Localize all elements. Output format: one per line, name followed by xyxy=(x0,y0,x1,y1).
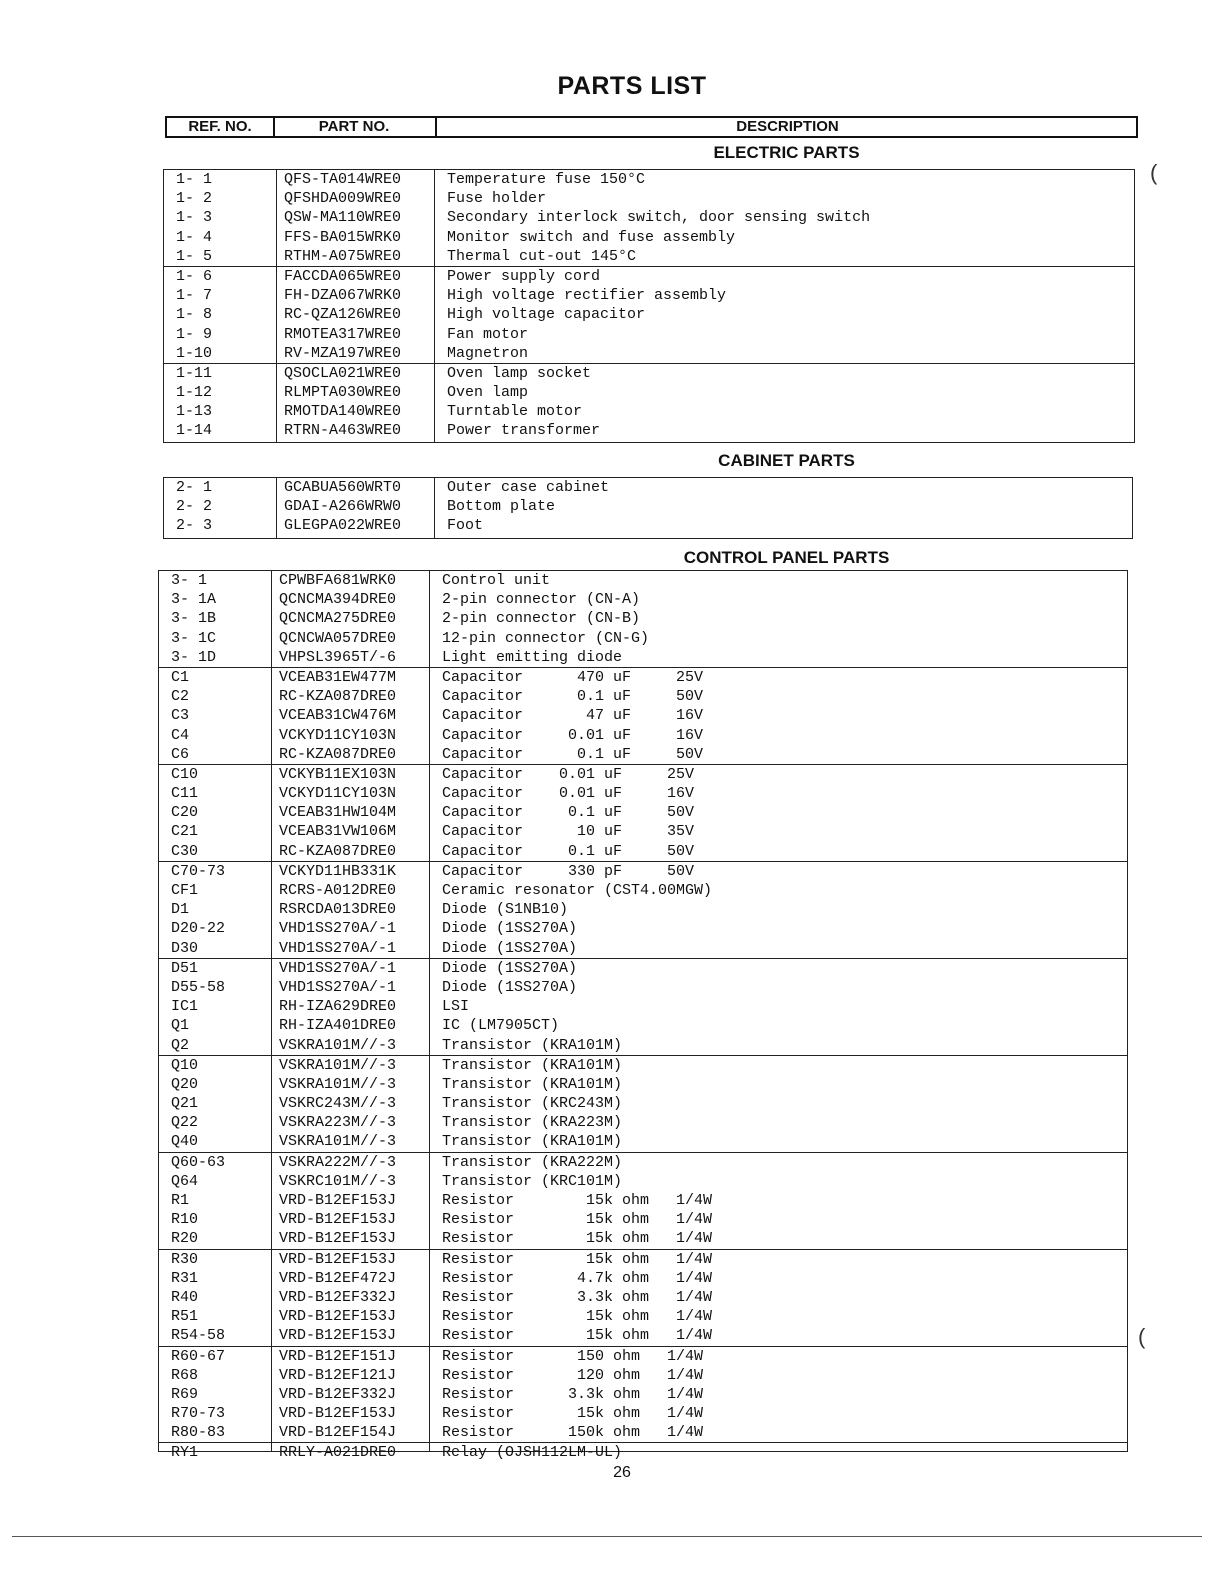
description-cell: IC (LM7905CT) xyxy=(442,1017,560,1035)
description-cell: Diode (1SS270A) xyxy=(442,978,578,996)
part-no-cell: VSKRA101M//-3 xyxy=(279,1036,397,1054)
description-cell: Capacitor 0.01 uF 25V xyxy=(442,765,695,783)
table-row xyxy=(159,609,1127,628)
part-no-cell: QSOCLA021WRE0 xyxy=(284,364,402,382)
table-row xyxy=(159,667,1127,687)
part-no-cell: QSW-MA110WRE0 xyxy=(284,209,402,227)
ref-no-cell: Q2 xyxy=(171,1036,190,1054)
table-row xyxy=(159,919,1127,938)
ref-no-cell: D30 xyxy=(171,939,199,957)
part-no-cell: VRD-B12EF153J xyxy=(279,1250,397,1268)
part-no-cell: VSKRA101M//-3 xyxy=(279,1133,397,1151)
section-title-cabinet: CABINET PARTS xyxy=(718,451,855,470)
part-no-cell: VCEAB31CW476M xyxy=(279,707,397,725)
table-row xyxy=(159,997,1127,1016)
table-row xyxy=(164,208,1134,227)
part-no-cell: RSRCDA013DRE0 xyxy=(279,901,397,919)
description-cell: Thermal cut-out 145°C xyxy=(447,247,637,265)
description-cell: Resistor 15k ohm 1/4W xyxy=(442,1250,713,1268)
description-cell: Power supply cord xyxy=(447,267,601,285)
ref-no-cell: Q20 xyxy=(171,1075,199,1093)
table-row xyxy=(159,1152,1127,1172)
table-row xyxy=(159,1036,1127,1055)
ref-no-cell: D1 xyxy=(171,901,190,919)
part-no-cell: VRD-B12EF153J xyxy=(279,1308,397,1326)
table-row xyxy=(159,706,1127,725)
part-no-cell: RC-KZA087DRE0 xyxy=(279,842,397,860)
description-cell: Control unit xyxy=(442,572,551,589)
ref-no-cell: C21 xyxy=(171,823,199,841)
ref-no-cell: C30 xyxy=(171,842,199,860)
part-no-cell: QCNCWA057DRE0 xyxy=(279,629,397,647)
part-no-cell: QFS-TA014WRE0 xyxy=(284,171,402,188)
table-row xyxy=(159,1404,1127,1423)
ref-no-cell: R80-83 xyxy=(171,1424,226,1442)
ref-no-header: REF. NO. xyxy=(167,118,275,136)
ref-no-cell: 2- 3 xyxy=(176,517,213,535)
description-cell: Resistor 150k ohm 1/4W xyxy=(442,1424,704,1442)
description-cell: Capacitor 0.1 uF 50V xyxy=(442,804,695,822)
ref-no-cell: 1-13 xyxy=(176,403,213,421)
ref-no-cell: C2 xyxy=(171,688,190,706)
table-row xyxy=(159,1229,1127,1248)
page-title: PARTS LIST xyxy=(557,72,707,100)
description-cell: Resistor 120 ohm 1/4W xyxy=(442,1366,704,1384)
table-row xyxy=(164,421,1134,440)
part-no-cell: VSKRA223M//-3 xyxy=(279,1114,397,1132)
ref-no-cell: C10 xyxy=(171,765,199,783)
table-row xyxy=(159,726,1127,745)
description-cell: Transistor (KRA223M) xyxy=(442,1114,623,1132)
description-cell: Resistor 15k ohm 1/4W xyxy=(442,1230,713,1248)
description-cell: Capacitor 0.01 uF 16V xyxy=(442,726,704,744)
ref-no-cell: C3 xyxy=(171,707,190,725)
description-cell: Transistor (KRA222M) xyxy=(442,1153,623,1171)
part-no-cell: VHPSL3965T/-6 xyxy=(279,648,397,666)
table-row xyxy=(159,1016,1127,1035)
description-cell: Relay (OJSH112LM-UL) xyxy=(442,1444,623,1462)
table-row xyxy=(164,189,1134,208)
ref-no-cell: 1-11 xyxy=(176,364,213,382)
description-cell: High voltage rectifier assembly xyxy=(447,287,727,305)
table-row xyxy=(159,842,1127,861)
table-row xyxy=(164,363,1134,383)
part-no-cell: VRD-B12EF332J xyxy=(279,1385,397,1403)
ref-no-cell: Q60-63 xyxy=(171,1153,226,1171)
cabinet-parts-table xyxy=(163,477,1133,539)
description-cell: LSI xyxy=(442,998,470,1016)
description-cell: Diode (S1NB10) xyxy=(442,901,569,919)
description-cell: Light emitting diode xyxy=(442,648,623,666)
part-no-cell: VSKRA101M//-3 xyxy=(279,1056,397,1074)
ref-no-cell: 1- 8 xyxy=(176,306,213,324)
ref-no-cell: 2- 1 xyxy=(176,479,213,496)
part-no-cell: FACCDA065WRE0 xyxy=(284,267,402,285)
description-cell: Diode (1SS270A) xyxy=(442,939,578,957)
part-no-cell: VCEAB31VW106M xyxy=(279,823,397,841)
description-cell: Capacitor 470 uF 25V xyxy=(442,668,704,686)
ref-no-cell: 3- 1C xyxy=(171,629,217,647)
ref-no-cell: 1- 2 xyxy=(176,190,213,208)
description-cell: Ceramic resonator (CST4.00MGW) xyxy=(442,882,713,899)
part-no-cell: VCKYD11CY103N xyxy=(279,785,397,803)
part-no-cell: RH-IZA629DRE0 xyxy=(279,998,397,1016)
ref-no-cell: C11 xyxy=(171,785,199,803)
description-cell: Monitor switch and fuse assembly xyxy=(447,228,736,246)
page-number: 26 xyxy=(613,1464,631,1481)
part-no-cell: GCABUA560WRT0 xyxy=(284,479,402,496)
table-row xyxy=(159,1055,1127,1075)
table-row xyxy=(164,266,1134,286)
ref-no-cell: R54-58 xyxy=(171,1327,226,1345)
description-cell: Fuse holder xyxy=(447,190,547,208)
table-row xyxy=(159,1172,1127,1191)
table-row xyxy=(164,305,1134,324)
table-row xyxy=(159,1326,1127,1345)
ref-no-cell: R51 xyxy=(171,1308,199,1326)
part-no-cell: QCNCMA275DRE0 xyxy=(279,610,397,628)
electric-parts-table xyxy=(163,169,1135,443)
table-row xyxy=(159,1191,1127,1210)
part-no-cell: VRD-B12EF153J xyxy=(279,1230,397,1248)
table-row xyxy=(159,764,1127,784)
ref-no-cell: 1- 1 xyxy=(176,171,213,188)
part-no-cell: FFS-BA015WRK0 xyxy=(284,228,402,246)
table-row xyxy=(159,978,1127,997)
part-no-cell: VRD-B12EF154J xyxy=(279,1424,397,1442)
description-cell: Capacitor 330 pF 50V xyxy=(442,862,695,880)
part-no-cell: RRLY-A021DRE0 xyxy=(279,1444,397,1462)
description-cell: Magnetron xyxy=(447,344,529,362)
table-row xyxy=(159,1288,1127,1307)
description-cell: Transistor (KRC243M) xyxy=(442,1095,623,1113)
description-cell: Capacitor 47 uF 16V xyxy=(442,707,704,725)
ref-no-cell: D20-22 xyxy=(171,920,226,938)
ref-no-cell: R31 xyxy=(171,1269,199,1287)
ref-no-cell: 1-10 xyxy=(176,344,213,362)
ref-no-cell: 1- 9 xyxy=(176,325,213,343)
part-no-cell: RCRS-A012DRE0 xyxy=(279,882,397,899)
ref-no-cell: R70-73 xyxy=(171,1405,226,1423)
description-cell: 12-pin connector (CN-G) xyxy=(442,629,650,647)
table-row xyxy=(159,571,1127,590)
description-cell: Oven lamp socket xyxy=(447,364,592,382)
table-row xyxy=(159,745,1127,764)
ref-no-cell: 3- 1 xyxy=(171,572,208,589)
table-row xyxy=(159,687,1127,706)
ref-no-cell: 1- 6 xyxy=(176,267,213,285)
part-no-cell: VHD1SS270A/-1 xyxy=(279,920,397,938)
table-row xyxy=(159,1094,1127,1113)
table-row xyxy=(159,1113,1127,1132)
description-cell: High voltage capacitor xyxy=(447,306,646,324)
description-cell: Capacitor 0.01 uF 16V xyxy=(442,785,695,803)
part-no-cell: VRD-B12EF153J xyxy=(279,1405,397,1423)
part-no-cell: CPWBFA681WRK0 xyxy=(279,572,397,589)
part-no-cell: VCEAB31EW477M xyxy=(279,668,397,686)
ref-no-cell: 3- 1D xyxy=(171,648,217,666)
part-no-cell: RMOTDA140WRE0 xyxy=(284,403,402,421)
part-no-cell: RC-QZA126WRE0 xyxy=(284,306,402,324)
ref-no-cell: 3- 1B xyxy=(171,610,217,628)
description-cell: Transistor (KRA101M) xyxy=(442,1056,623,1074)
part-no-cell: VSKRA101M//-3 xyxy=(279,1075,397,1093)
ref-no-cell: C1 xyxy=(171,668,190,686)
part-no-cell: VHD1SS270A/-1 xyxy=(279,939,397,957)
part-no-cell: VSKRC101M//-3 xyxy=(279,1172,397,1190)
description-cell: Outer case cabinet xyxy=(447,479,610,496)
part-no-cell: VCEAB31HW104M xyxy=(279,804,397,822)
part-no-cell: VRD-B12EF153J xyxy=(279,1211,397,1229)
ref-no-cell: Q1 xyxy=(171,1017,190,1035)
table-row xyxy=(159,784,1127,803)
table-row xyxy=(159,900,1127,919)
ref-no-cell: 1- 3 xyxy=(176,209,213,227)
description-cell: Fan motor xyxy=(447,325,529,343)
part-no-cell: VCKYD11CY103N xyxy=(279,726,397,744)
part-no-cell: QCNCMA394DRE0 xyxy=(279,591,397,609)
part-no-cell: VRD-B12EF151J xyxy=(279,1347,397,1365)
table-row xyxy=(159,648,1127,667)
ref-no-cell: IC1 xyxy=(171,998,199,1016)
ref-no-cell: R20 xyxy=(171,1230,199,1248)
binding-mark: ( xyxy=(1150,160,1158,185)
table-row xyxy=(159,1307,1127,1326)
column-headers xyxy=(165,116,1138,138)
ref-no-cell: RY1 xyxy=(171,1444,199,1462)
table-row xyxy=(159,1385,1127,1404)
description-cell: Turntable motor xyxy=(447,403,583,421)
description-cell: Resistor 15k ohm 1/4W xyxy=(442,1405,704,1423)
table-row xyxy=(159,1132,1127,1151)
description-cell: Capacitor 10 uF 35V xyxy=(442,823,695,841)
ref-no-cell: Q21 xyxy=(171,1095,199,1113)
part-no-cell: RTRN-A463WRE0 xyxy=(284,422,402,440)
ref-no-cell: 1-14 xyxy=(176,422,213,440)
table-row xyxy=(164,286,1134,305)
description-cell: Power transformer xyxy=(447,422,601,440)
description-cell: Diode (1SS270A) xyxy=(442,920,578,938)
part-no-cell: VCKYB11EX103N xyxy=(279,765,397,783)
description-cell: Foot xyxy=(447,517,484,535)
table-row xyxy=(159,1423,1127,1442)
table-row xyxy=(159,881,1127,900)
table-row xyxy=(159,1442,1127,1462)
ref-no-cell: R40 xyxy=(171,1288,199,1306)
table-row xyxy=(164,402,1134,421)
part-no-cell: QFSHDA009WRE0 xyxy=(284,190,402,208)
ref-no-cell: C70-73 xyxy=(171,862,226,880)
description-cell: Bottom plate xyxy=(447,498,556,516)
description-cell: Capacitor 0.1 uF 50V xyxy=(442,842,695,860)
description-cell: Capacitor 0.1 uF 50V xyxy=(442,745,704,763)
ref-no-cell: C6 xyxy=(171,745,190,763)
table-row xyxy=(164,478,1132,497)
table-row xyxy=(164,497,1132,516)
part-no-cell: VSKRA222M//-3 xyxy=(279,1153,397,1171)
table-row xyxy=(164,247,1134,266)
description-cell: Capacitor 0.1 uF 50V xyxy=(442,688,704,706)
part-no-cell: VRD-B12EF153J xyxy=(279,1192,397,1209)
description-cell: Temperature fuse 150°C xyxy=(447,171,646,188)
ref-no-cell: 2- 2 xyxy=(176,498,213,516)
part-no-cell: VSKRC243M//-3 xyxy=(279,1095,397,1113)
table-row xyxy=(164,325,1134,344)
description-cell: Resistor 15k ohm 1/4W xyxy=(442,1327,713,1345)
description-cell: Resistor 15k ohm 1/4W xyxy=(442,1192,713,1209)
description-cell: Transistor (KRC101M) xyxy=(442,1172,623,1190)
ref-no-cell: CF1 xyxy=(171,882,199,899)
part-no-cell: RH-IZA401DRE0 xyxy=(279,1017,397,1035)
section-title-electric: ELECTRIC PARTS xyxy=(713,143,860,162)
ref-no-cell: Q40 xyxy=(171,1133,199,1151)
ref-no-cell: D51 xyxy=(171,959,199,977)
control-panel-parts-table xyxy=(158,570,1128,1462)
description-cell: Resistor 3.3k ohm 1/4W xyxy=(442,1288,713,1306)
ref-no-cell: Q64 xyxy=(171,1172,199,1190)
ref-no-cell: R68 xyxy=(171,1366,199,1384)
section-title-control-panel: CONTROL PANEL PARTS xyxy=(683,548,890,567)
binding-mark: ( xyxy=(1138,1324,1146,1349)
table-row xyxy=(159,822,1127,841)
description-cell: 2-pin connector (CN-B) xyxy=(442,610,641,628)
description-cell: Resistor 4.7k ohm 1/4W xyxy=(442,1269,713,1287)
description-header: DESCRIPTION xyxy=(736,118,839,135)
part-no-cell: VCKYD11HB331K xyxy=(279,862,397,880)
part-no-cell: GDAI-A266WRW0 xyxy=(284,498,402,516)
table-row xyxy=(159,1269,1127,1288)
part-no-cell: RLMPTA030WRE0 xyxy=(284,384,402,402)
table-row xyxy=(159,803,1127,822)
part-no-cell: RTHM-A075WRE0 xyxy=(284,247,402,265)
description-cell: Resistor 15k ohm 1/4W xyxy=(442,1211,713,1229)
table-row xyxy=(159,1366,1127,1385)
part-no-cell: VHD1SS270A/-1 xyxy=(279,978,397,996)
part-no-cell: RC-KZA087DRE0 xyxy=(279,745,397,763)
ref-no-cell: R60-67 xyxy=(171,1347,226,1365)
description-cell: Oven lamp xyxy=(447,384,529,402)
part-no-cell: RV-MZA197WRE0 xyxy=(284,344,402,362)
table-row xyxy=(159,939,1127,958)
part-no-cell: VRD-B12EF153J xyxy=(279,1327,397,1345)
table-row xyxy=(164,228,1134,247)
table-row xyxy=(159,1249,1127,1269)
table-row xyxy=(164,344,1134,363)
table-row xyxy=(159,958,1127,978)
ref-no-cell: 1- 7 xyxy=(176,287,213,305)
ref-no-cell: C20 xyxy=(171,804,199,822)
description-cell: Resistor 150 ohm 1/4W xyxy=(442,1347,704,1365)
description-cell: Transistor (KRA101M) xyxy=(442,1133,623,1151)
ref-no-cell: R30 xyxy=(171,1250,199,1268)
ref-no-cell: 3- 1A xyxy=(171,591,217,609)
description-cell: Diode (1SS270A) xyxy=(442,959,578,977)
part-no-cell: RC-KZA087DRE0 xyxy=(279,688,397,706)
ref-no-cell: 1-12 xyxy=(176,384,213,402)
ref-no-cell: 1- 4 xyxy=(176,228,213,246)
table-row xyxy=(159,629,1127,648)
table-row xyxy=(159,590,1127,609)
ref-no-cell: C4 xyxy=(171,726,190,744)
table-row xyxy=(159,1346,1127,1366)
bottom-rule xyxy=(12,1536,1202,1537)
description-cell: Transistor (KRA101M) xyxy=(442,1036,623,1054)
description-cell: Resistor 15k ohm 1/4W xyxy=(442,1308,713,1326)
part-no-cell: RMOTEA317WRE0 xyxy=(284,325,402,343)
table-row xyxy=(164,170,1134,189)
table-row xyxy=(159,1075,1127,1094)
part-no-cell: VRD-B12EF472J xyxy=(279,1269,397,1287)
table-row xyxy=(164,383,1134,402)
table-row xyxy=(159,1210,1127,1229)
ref-no-cell: 1- 5 xyxy=(176,247,213,265)
description-cell: Resistor 3.3k ohm 1/4W xyxy=(442,1385,704,1403)
ref-no-cell: R10 xyxy=(171,1211,199,1229)
ref-no-cell: Q10 xyxy=(171,1056,199,1074)
part-no-header: PART NO. xyxy=(273,118,437,136)
part-no-cell: GLEGPA022WRE0 xyxy=(284,517,402,535)
description-cell: Transistor (KRA101M) xyxy=(442,1075,623,1093)
part-no-cell: VRD-B12EF121J xyxy=(279,1366,397,1384)
part-no-cell: VRD-B12EF332J xyxy=(279,1288,397,1306)
part-no-cell: VHD1SS270A/-1 xyxy=(279,959,397,977)
description-cell: Secondary interlock switch, door sensing switch xyxy=(447,209,871,227)
part-no-cell: FH-DZA067WRK0 xyxy=(284,287,402,305)
table-row xyxy=(159,861,1127,881)
ref-no-cell: R1 xyxy=(171,1192,190,1209)
ref-no-cell: Q22 xyxy=(171,1114,199,1132)
ref-no-cell: D55-58 xyxy=(171,978,226,996)
description-cell: 2-pin connector (CN-A) xyxy=(442,591,641,609)
table-row xyxy=(164,516,1132,535)
ref-no-cell: R69 xyxy=(171,1385,199,1403)
